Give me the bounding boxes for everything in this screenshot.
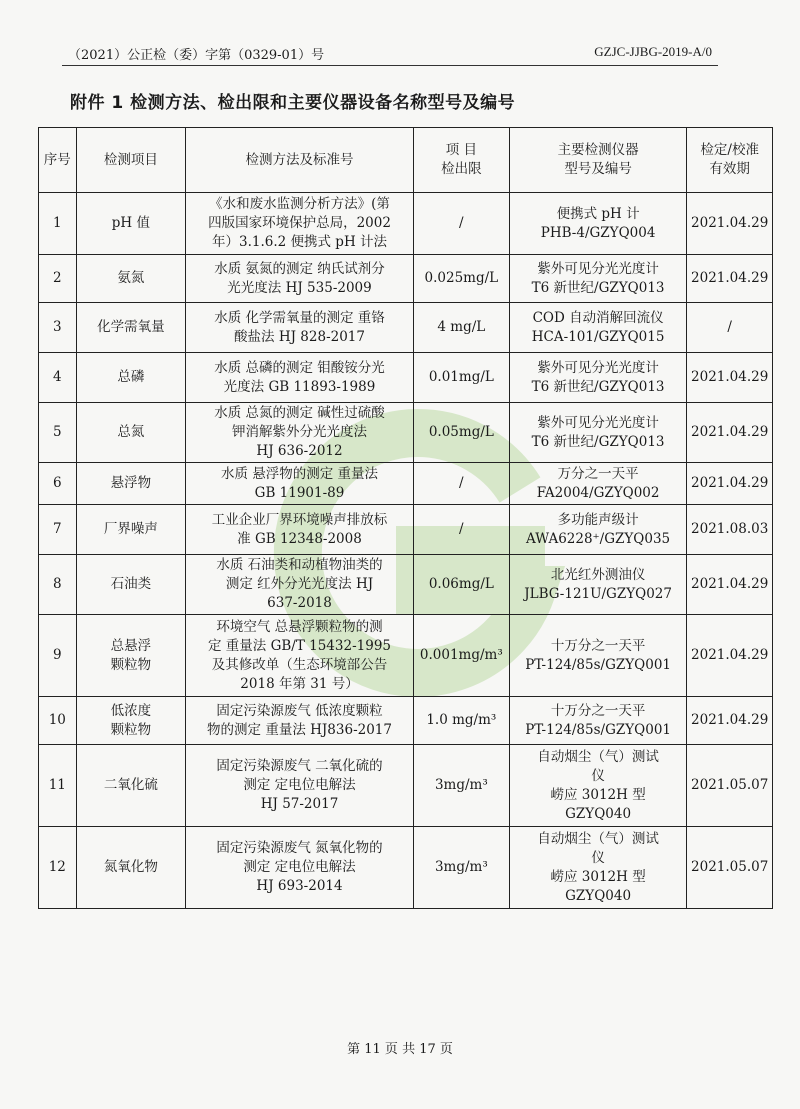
cell-limit: 0.05mg/L <box>413 403 509 463</box>
cell-item <box>76 193 186 255</box>
cell-instrument <box>509 555 686 615</box>
cell-method-line: 水质 总磷的测定 钼酸铵分光 <box>214 359 385 376</box>
cell-item <box>76 403 186 463</box>
cell-validity: 2021.04.29 <box>687 403 773 463</box>
cell-instrument-line: 崂应 3012H 型 <box>550 868 646 885</box>
cell-validity: 2021.08.03 <box>687 505 773 555</box>
table-row <box>39 193 773 255</box>
cell-method-line: 固定污染源废气 氮氧化物的 <box>216 840 383 856</box>
cell-item-line: 总氮 <box>117 424 145 440</box>
header-limit-line1: 项 目 <box>445 142 477 158</box>
cell-instrument-line: 多功能声级计 <box>557 511 639 528</box>
cell-method <box>186 193 414 255</box>
cell-item <box>76 255 186 303</box>
header-validity-line2: 有效期 <box>709 161 750 177</box>
table-row <box>39 697 773 745</box>
cell-item-line: 颗粒物 <box>110 721 152 738</box>
cell-item-line: 颗粒物 <box>110 656 152 673</box>
cell-method-line: 及其修改单（生态环境部公告 <box>211 656 388 673</box>
cell-limit: / <box>413 505 509 555</box>
cell-method <box>186 615 414 697</box>
cell-method-line: 四版国家环境保护总局，2002 <box>208 215 391 231</box>
cell-instrument-line: COD 自动消解回流仪 <box>532 309 664 326</box>
cell-method-line: 工业企业厂界环境噪声排放标 <box>211 511 388 528</box>
cell-instrument-line: GZYQ040 <box>565 887 632 904</box>
cell-no: 2 <box>39 255 77 303</box>
cell-instrument-line: 仪 <box>591 849 605 866</box>
cell-item-line: 化学需氧量 <box>97 319 165 335</box>
cell-item <box>76 353 186 403</box>
cell-method-line: 物的测定 重量法 HJ836-2017 <box>207 721 392 738</box>
table-body <box>39 193 773 909</box>
cell-item-line: pH 值 <box>111 215 150 231</box>
cell-item-line: 总磷 <box>117 369 145 385</box>
cell-limit: / <box>413 193 509 255</box>
cell-method <box>186 353 414 403</box>
cell-instrument-line: 十万分之一天平 <box>550 702 646 719</box>
cell-method-line: 水质 悬浮物的测定 重量法 <box>220 465 379 482</box>
cell-item-line: 低浓度 <box>110 702 152 719</box>
report-number: （2021）公正检（委）字第（0329-01）号 <box>68 48 325 63</box>
header-limit-line2: 检出限 <box>441 161 482 177</box>
cell-limit: 0.06mg/L <box>413 555 509 615</box>
cell-method-line: 测定 红外分光光度法 HJ <box>225 576 374 592</box>
cell-item <box>76 697 186 745</box>
cell-instrument-line: T6 新世纪/GZYQ013 <box>531 433 665 450</box>
cell-no: 1 <box>39 193 77 255</box>
page-title: 附件 1 检测方法、检出限和主要仪器设备名称型号及编号 <box>70 93 516 113</box>
cell-validity: 2021.04.29 <box>687 353 773 403</box>
cell-item <box>76 827 186 909</box>
cell-instrument <box>509 353 686 403</box>
cell-method-line: HJ 57-2017 <box>260 796 339 812</box>
cell-method-line: 测定 定电位电解法 <box>243 859 356 875</box>
cell-item <box>76 555 186 615</box>
table-row <box>39 555 773 615</box>
cell-method <box>186 697 414 745</box>
page-number: 第 11 页 共 17 页 <box>347 1042 453 1057</box>
cell-method <box>186 255 414 303</box>
cell-no: 7 <box>39 505 77 555</box>
cell-method <box>186 303 414 353</box>
cell-method-line: HJ 636-2012 <box>256 443 343 459</box>
cell-instrument-line: FA2004/GZYQ002 <box>536 484 660 501</box>
cell-method <box>186 555 414 615</box>
header-item: 检测项目 <box>76 128 186 193</box>
cell-item <box>76 505 186 555</box>
cell-validity: / <box>687 303 773 353</box>
cell-validity: 2021.04.29 <box>687 697 773 745</box>
cell-method-line: 光光度法 HJ 535-2009 <box>227 279 372 296</box>
table-row <box>39 403 773 463</box>
cell-instrument <box>509 403 686 463</box>
cell-limit: 1.0 mg/m³ <box>413 697 509 745</box>
cell-method-line: 637-2018 <box>267 595 332 611</box>
cell-instrument-line: T6 新世纪/GZYQ013 <box>531 279 665 296</box>
header-instrument-line2: 型号及编号 <box>564 161 632 177</box>
cell-method <box>186 403 414 463</box>
cell-instrument <box>509 303 686 353</box>
cell-instrument-line: PT-124/85s/GZYQ001 <box>525 721 671 738</box>
cell-item-line: 氨氮 <box>117 270 145 286</box>
cell-method-line: 水质 总氮的测定 碱性过硫酸 <box>214 405 385 421</box>
cell-instrument <box>509 697 686 745</box>
cell-instrument-line: AWA6228⁺/GZYQ035 <box>526 530 671 547</box>
cell-instrument-line: 紫外可见分光光度计 <box>537 359 659 376</box>
header-limit <box>413 128 509 193</box>
cell-instrument <box>509 505 686 555</box>
table-row <box>39 827 773 909</box>
cell-method-line: 2018 年第 31 号） <box>240 675 359 692</box>
cell-item-line: 总悬浮 <box>110 637 152 654</box>
header-method: 检测方法及标准号 <box>186 128 414 193</box>
cell-instrument-line: 北光红外测油仪 <box>550 566 646 583</box>
cell-method-line: 钾消解紫外分光光度法 <box>232 424 367 440</box>
methods-table <box>38 127 773 909</box>
cell-method-line: 水质 氨氮的测定 纳氏试剂分 <box>214 260 385 277</box>
cell-instrument-line: 紫外可见分光光度计 <box>537 260 659 277</box>
cell-item <box>76 303 186 353</box>
document-code: GZJC-JJBG-2019-A/0 <box>594 44 712 59</box>
cell-item <box>76 615 186 697</box>
cell-instrument-line: 便携式 pH 计 <box>556 205 640 222</box>
table-row <box>39 615 773 697</box>
cell-instrument-line: 自动烟尘（气）测试 <box>537 830 659 847</box>
table-row <box>39 255 773 303</box>
cell-validity: 2021.04.29 <box>687 615 773 697</box>
cell-validity: 2021.04.29 <box>687 255 773 303</box>
cell-instrument-line: PHB-4/GZYQ004 <box>540 224 656 241</box>
cell-no: 8 <box>39 555 77 615</box>
cell-item-line: 石油类 <box>110 576 152 592</box>
cell-no: 3 <box>39 303 77 353</box>
table-row <box>39 463 773 505</box>
cell-limit: 3mg/m³ <box>413 827 509 909</box>
header-validity-line1: 检定/校准 <box>700 142 759 158</box>
cell-item <box>76 745 186 827</box>
cell-method-line: 酸盐法 HJ 828-2017 <box>234 328 365 345</box>
cell-instrument-line: 紫外可见分光光度计 <box>537 414 659 431</box>
cell-item-line: 悬浮物 <box>110 475 152 491</box>
cell-method-line: 年）3.1.6.2 便携式 pH 计法 <box>211 234 388 250</box>
cell-no: 4 <box>39 353 77 403</box>
header-instrument-line1: 主要检测仪器 <box>557 142 639 158</box>
cell-no: 12 <box>39 827 77 909</box>
cell-method-line: 环境空气 总悬浮颗粒物的测 <box>216 618 383 635</box>
cell-method <box>186 463 414 505</box>
cell-method-line: 水质 石油类和动植物油类的 <box>216 557 383 573</box>
cell-validity: 2021.04.29 <box>687 555 773 615</box>
cell-limit: 0.01mg/L <box>413 353 509 403</box>
cell-item-line: 氮氧化物 <box>103 859 158 875</box>
cell-no: 6 <box>39 463 77 505</box>
table-row <box>39 353 773 403</box>
cell-method-line: 水质 化学需氧量的测定 重铬 <box>214 309 385 326</box>
cell-instrument-line: HCA-101/GZYQ015 <box>531 328 665 345</box>
table-row <box>39 505 773 555</box>
cell-limit: 0.001mg/m³ <box>413 615 509 697</box>
cell-instrument-line: PT-124/85s/GZYQ001 <box>525 656 671 673</box>
cell-validity: 2021.05.07 <box>687 827 773 909</box>
header-divider <box>62 65 718 66</box>
cell-method-line: 《水和废水监测分析方法》(第 <box>209 196 390 212</box>
cell-item-line: 厂界噪声 <box>103 521 158 537</box>
cell-instrument-line: T6 新世纪/GZYQ013 <box>531 378 665 395</box>
cell-item <box>76 463 186 505</box>
cell-limit: 4 mg/L <box>413 303 509 353</box>
cell-method <box>186 745 414 827</box>
cell-method-line: 定 重量法 GB/T 15432-1995 <box>208 637 391 654</box>
cell-instrument-line: 崂应 3012H 型 <box>550 786 646 803</box>
cell-method-line: 测定 定电位电解法 <box>243 777 356 793</box>
cell-instrument-line: 仪 <box>591 767 605 784</box>
cell-method-line: 固定污染源废气 二氧化硫的 <box>216 758 383 774</box>
cell-limit: 0.025mg/L <box>413 255 509 303</box>
cell-method-line: HJ 693-2014 <box>256 878 343 894</box>
cell-item-line: 二氧化硫 <box>103 777 158 793</box>
cell-instrument-line: 十万分之一天平 <box>550 637 646 654</box>
cell-validity: 2021.04.29 <box>687 193 773 255</box>
cell-instrument-line: 自动烟尘（气）测试 <box>537 748 659 765</box>
header-instrument <box>509 128 686 193</box>
table-header-row <box>39 128 773 193</box>
cell-no: 5 <box>39 403 77 463</box>
cell-limit: / <box>413 463 509 505</box>
cell-instrument <box>509 463 686 505</box>
cell-method <box>186 505 414 555</box>
cell-validity: 2021.05.07 <box>687 745 773 827</box>
cell-instrument <box>509 827 686 909</box>
cell-validity: 2021.04.29 <box>687 463 773 505</box>
cell-method-line: 光度法 GB 11893-1989 <box>223 378 376 395</box>
cell-no: 10 <box>39 697 77 745</box>
cell-instrument <box>509 745 686 827</box>
cell-instrument <box>509 615 686 697</box>
header-no: 序号 <box>39 128 77 193</box>
cell-instrument <box>509 193 686 255</box>
cell-method <box>186 827 414 909</box>
table-row <box>39 303 773 353</box>
cell-limit: 3mg/m³ <box>413 745 509 827</box>
cell-instrument <box>509 255 686 303</box>
cell-method-line: GB 11901-89 <box>254 484 345 501</box>
cell-instrument-line: JLBG-121U/GZYQ027 <box>524 585 672 602</box>
cell-no: 11 <box>39 745 77 827</box>
cell-method-line: 准 GB 12348-2008 <box>237 530 362 547</box>
table-row <box>39 745 773 827</box>
cell-instrument-line: 万分之一天平 <box>557 465 639 482</box>
cell-no: 9 <box>39 615 77 697</box>
cell-instrument-line: GZYQ040 <box>565 805 632 822</box>
cell-method-line: 固定污染源废气 低浓度颗粒 <box>216 702 383 719</box>
header-validity <box>687 128 773 193</box>
